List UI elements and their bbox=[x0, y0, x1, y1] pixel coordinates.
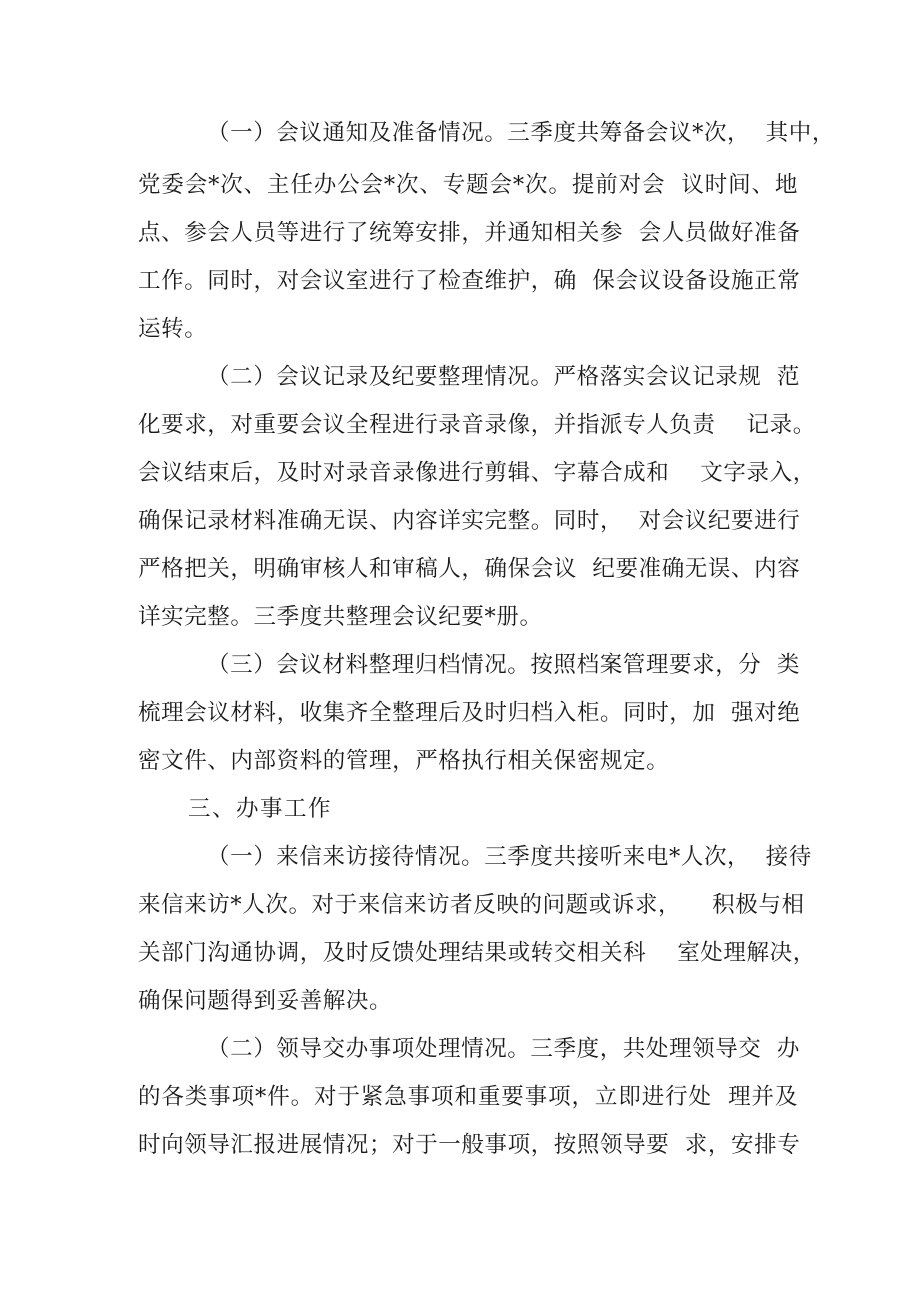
paragraph-line: 会议结束后，及时对录音录像进行剪辑、字幕合成和 文字录入， bbox=[138, 460, 816, 486]
paragraph-line: 梳理会议材料，收集齐全整理后及时归档入柜。同时，加 强对绝 bbox=[138, 700, 801, 726]
paragraph-line: 时向领导汇报进展情况；对于一般事项，按照领导要 求，安排专 bbox=[138, 1132, 801, 1158]
paragraph-line: 确保问题得到妥善解决。 bbox=[138, 988, 393, 1014]
paragraph-line: 点、参会人员等进行了统筹安排，并通知相关参 会人员做好准备 bbox=[138, 220, 801, 246]
paragraph-line: 确保记录材料准确无误、内容详实完整。同时， 对会议纪要进行 bbox=[138, 508, 801, 534]
paragraph-line: 详实完整。三季度共整理会议纪要*册。 bbox=[138, 604, 543, 630]
paragraph-line: （二）会议记录及纪要整理情况。严格落实会议记录规 范 bbox=[207, 364, 801, 390]
section-heading: 三、办事工作 bbox=[188, 796, 333, 822]
paragraph-line: （一）来信来访接待情况。三季度共接听来电*人次， 接待 bbox=[207, 844, 812, 870]
paragraph-line: 严格把关，明确审核人和审稿人，确保会议 纪要准确无误、内容 bbox=[138, 556, 801, 582]
paragraph-line: 密文件、内部资料的管理，严格执行相关保密规定。 bbox=[138, 748, 670, 774]
paragraph-line: 来信来访*人次。对于来信来访者反映的问题或诉求， 积极与相 bbox=[138, 892, 805, 918]
paragraph-line: 的各类事项*件。对于紧急事项和重要事项，立即进行处 理并及 bbox=[138, 1084, 798, 1110]
paragraph-line: （二）领导交办事项处理情况。三季度，共处理领导交 办 bbox=[207, 1036, 801, 1062]
paragraph-line: 运转。 bbox=[138, 316, 208, 342]
paragraph-line: 工作。同时，对会议室进行了检查维护，确 保会议设备设施正常 bbox=[138, 268, 801, 294]
paragraph-line: （三）会议材料整理归档情况。按照档案管理要求，分 类 bbox=[207, 652, 801, 678]
paragraph-line: 关部门沟通协调，及时反馈处理结果或转交相关科 室处理解决， bbox=[138, 940, 816, 966]
paragraph-line: 党委会*次、主任办公会*次、专题会*次。提前对会 议时间、地 bbox=[138, 172, 798, 198]
paragraph-line: 化要求，对重要会议全程进行录音录像，并指派专人负责 记录。 bbox=[138, 412, 816, 438]
paragraph-line: （一）会议通知及准备情况。三季度共筹备会议*次， 其中， bbox=[207, 120, 835, 146]
